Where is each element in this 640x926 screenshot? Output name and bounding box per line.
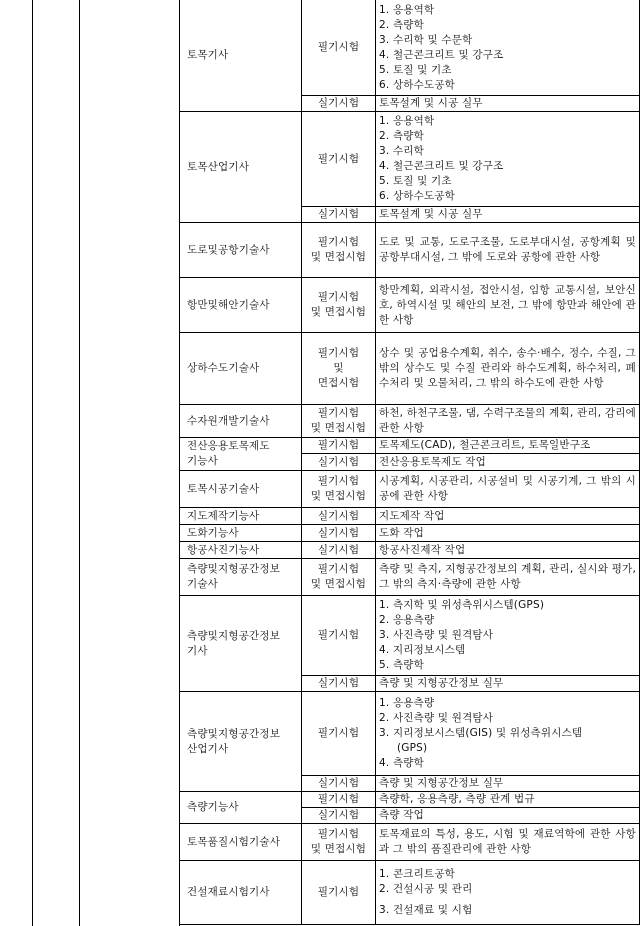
subject-line: 5. 토질 및 기초 <box>379 63 452 76</box>
exam-type <box>302 278 376 333</box>
exam-type-line: 및 면접시험 <box>310 306 367 318</box>
qualification-name: 지도제작기능사 <box>180 508 302 525</box>
exam-type: 실기시험 <box>302 525 376 542</box>
subject-line: 2. 건설시공 및 관리 <box>379 883 473 895</box>
exam-type-line: 및 면접시험 <box>310 843 367 855</box>
subject-line: 3. 사진측량 및 원격탐사 <box>379 629 494 641</box>
exam-type-line: 및 면접시험 <box>310 422 367 434</box>
subject-line: 3. 건설재료 및 시험 <box>379 904 473 916</box>
name-line: 기능사 <box>187 455 219 467</box>
qualification-name <box>180 559 302 596</box>
subject-line: 2. 사진측량 및 원격탐사 <box>379 712 494 724</box>
subject-line: 1. 응용역학 <box>379 3 435 16</box>
name-line: 기술사 <box>187 578 219 590</box>
exam-type-line: 필기시험 <box>317 475 360 487</box>
exam-type <box>302 405 376 438</box>
exam-subjects: 항만계획, 외곽시설, 접안시설, 임항 교통시설, 보안신호, 하역시설 및 해안의 보전, 그 밖에 항만과 해안에 관한 사항 <box>376 278 640 333</box>
exam-type-line: 필기시험 <box>317 347 360 359</box>
exam-type-line: 및 면접시험 <box>310 251 367 263</box>
name-line: 기사 <box>187 644 208 657</box>
subject-line: 4. 측량학 <box>379 757 424 769</box>
exam-type-line: 및 면접시험 <box>310 490 367 502</box>
exam-subjects: 도화 작업 <box>376 525 640 542</box>
qualification-name: 항만및해안기술사 <box>180 278 302 333</box>
exam-subjects: 측량 및 측지, 지형공간정보의 계획, 관리, 실시와 평가, 그 밖의 측지·측량에 관한 사항 <box>376 559 640 596</box>
exam-type-line: 필기시험 <box>317 407 360 419</box>
exam-type-line: 면접시험 <box>317 377 360 389</box>
qualification-name <box>180 438 302 471</box>
exam-type: 필기시험 <box>302 596 376 676</box>
qualification-name <box>180 692 302 792</box>
exam-type <box>302 824 376 861</box>
exam-type: 필기시험 <box>302 692 376 776</box>
exam-type: 필기시험 <box>302 861 376 925</box>
exam-type-line: 필기시험 <box>317 291 360 303</box>
subject-line: 2. 응용측량 <box>379 614 435 626</box>
exam-subjects: 토목설계 및 시공 실무 <box>376 96 640 112</box>
exam-subjects <box>376 692 640 776</box>
qualification-name: 건설재료시험기사 <box>180 861 302 925</box>
exam-type: 실기시험 <box>302 454 376 471</box>
name-line: 측량및지형공간정보 <box>187 629 281 642</box>
subject-line: 3. 수리학 <box>379 145 424 157</box>
exam-subjects <box>376 112 640 207</box>
exam-type <box>302 471 376 508</box>
exam-type: 실기시험 <box>302 676 376 692</box>
subject-line: 3. 지리정보시스템(GIS) 및 위성측위시스템 <box>379 727 583 739</box>
qualification-exam-table <box>179 0 640 925</box>
subject-line: 1. 콘크리트공학 <box>379 868 456 880</box>
subject-line: 5. 토질 및 기초 <box>379 175 452 187</box>
name-line: 측량및지형공간정보 <box>187 563 281 575</box>
exam-type: 실기시험 <box>302 508 376 525</box>
exam-subjects <box>376 0 640 96</box>
subject-line: 1. 측지학 및 위성측위시스템(GPS) <box>379 599 545 611</box>
subject-line: 2. 측량학 <box>379 130 424 142</box>
exam-subjects: 전산응용토목제도 작업 <box>376 454 640 471</box>
name-line: 전산응용토목제도 <box>187 440 270 452</box>
exam-type <box>302 223 376 278</box>
exam-type: 필기시험 <box>302 792 376 808</box>
subject-line: 6. 상하수도공학 <box>379 190 456 202</box>
exam-type-line: 필기시험 <box>317 236 360 248</box>
qualification-name <box>180 596 302 692</box>
qualification-name: 토목기사 <box>180 0 302 112</box>
exam-type <box>302 559 376 596</box>
subcategory-column <box>33 0 80 926</box>
exam-subjects <box>376 861 640 925</box>
field-column <box>80 0 180 926</box>
subject-line: 4. 철근콘크리트 및 강구조 <box>379 48 504 61</box>
exam-type: 실기시험 <box>302 207 376 223</box>
subject-line: 6. 상하수도공학 <box>379 78 456 91</box>
exam-type: 실기시험 <box>302 808 376 824</box>
qualification-name: 상하수도기술사 <box>180 333 302 405</box>
exam-type: 실기시험 <box>302 96 376 112</box>
qualification-name: 토목시공기술사 <box>180 471 302 508</box>
exam-type: 실기시험 <box>302 776 376 792</box>
subject-line: (GPS) <box>397 742 428 754</box>
exam-type: 실기시험 <box>302 542 376 559</box>
name-line: 산업기사 <box>187 742 229 755</box>
qualification-name: 항공사진기능사 <box>180 542 302 559</box>
subject-line: 2. 측량학 <box>379 18 424 31</box>
exam-type-line: 필기시험 <box>317 828 360 840</box>
subject-line: 3. 수리학 및 수문학 <box>379 33 473 46</box>
exam-subjects: 측량 작업 <box>376 808 640 824</box>
exam-type <box>302 333 376 405</box>
qualification-name: 도화기능사 <box>180 525 302 542</box>
exam-type: 필기시험 <box>302 112 376 207</box>
qualification-name: 토목품질시험기술사 <box>180 824 302 861</box>
exam-subjects: 토목재료의 특성, 용도, 시험 및 재료역학에 관한 사항과 그 밖의 품질관리에 관한 사항 <box>376 824 640 861</box>
exam-type: 필기시험 <box>302 0 376 96</box>
name-line: 측량및지형공간정보 <box>187 727 281 740</box>
exam-subjects: 측량학, 응용측량, 측량 관계 법규 <box>376 792 640 808</box>
qualification-name: 수자원개발기술사 <box>180 405 302 438</box>
exam-subjects: 하천, 하천구조물, 댐, 수력구조물의 계획, 관리, 감리에 관한 사항 <box>376 405 640 438</box>
category-column <box>0 0 33 926</box>
qualification-name: 측량기능사 <box>180 792 302 824</box>
subject-line: 1. 응용측량 <box>379 697 435 709</box>
exam-subjects: 토목제도(CAD), 철근콘크리트, 토목일반구조 <box>376 438 640 454</box>
exam-subjects: 시공계획, 시공관리, 시공설비 및 시공기계, 그 밖의 시공에 관한 사항 <box>376 471 640 508</box>
subject-line: 5. 측량학 <box>379 659 424 671</box>
exam-type-line: 및 면접시험 <box>310 578 367 590</box>
qualification-name: 토목산업기사 <box>180 112 302 223</box>
subject-line: 4. 철근콘크리트 및 강구조 <box>379 160 504 172</box>
exam-subjects: 토목설계 및 시공 실무 <box>376 207 640 223</box>
subject-line: 1. 응용역학 <box>379 115 435 127</box>
exam-subjects: 지도제작 작업 <box>376 508 640 525</box>
qualification-name: 도로및공항기술사 <box>180 223 302 278</box>
exam-subjects <box>376 596 640 676</box>
subject-line: 4. 지리정보시스템 <box>379 644 466 656</box>
exam-subjects: 도로 및 교통, 도로구조물, 도로부대시설, 공항계획 및 공항부대시설, 그 밖에 도로와 공항에 관한 사항 <box>376 223 640 278</box>
exam-type-line: 및 <box>333 362 344 374</box>
exam-type-line: 필기시험 <box>317 563 360 575</box>
exam-subjects: 항공사진제작 작업 <box>376 542 640 559</box>
exam-type: 필기시험 <box>302 438 376 454</box>
exam-subjects: 측량 및 지형공간정보 실무 <box>376 776 640 792</box>
exam-subjects: 상수 및 공업용수계획, 취수, 송수·배수, 정수, 수질, 그 밖의 상수도 및 수질 관리와 하수도계획, 하수처리, 폐수처리 및 오물처리, 그 밖의 하수도에 관한 사항 <box>376 333 640 405</box>
exam-subjects: 측량 및 지형공간정보 실무 <box>376 676 640 692</box>
